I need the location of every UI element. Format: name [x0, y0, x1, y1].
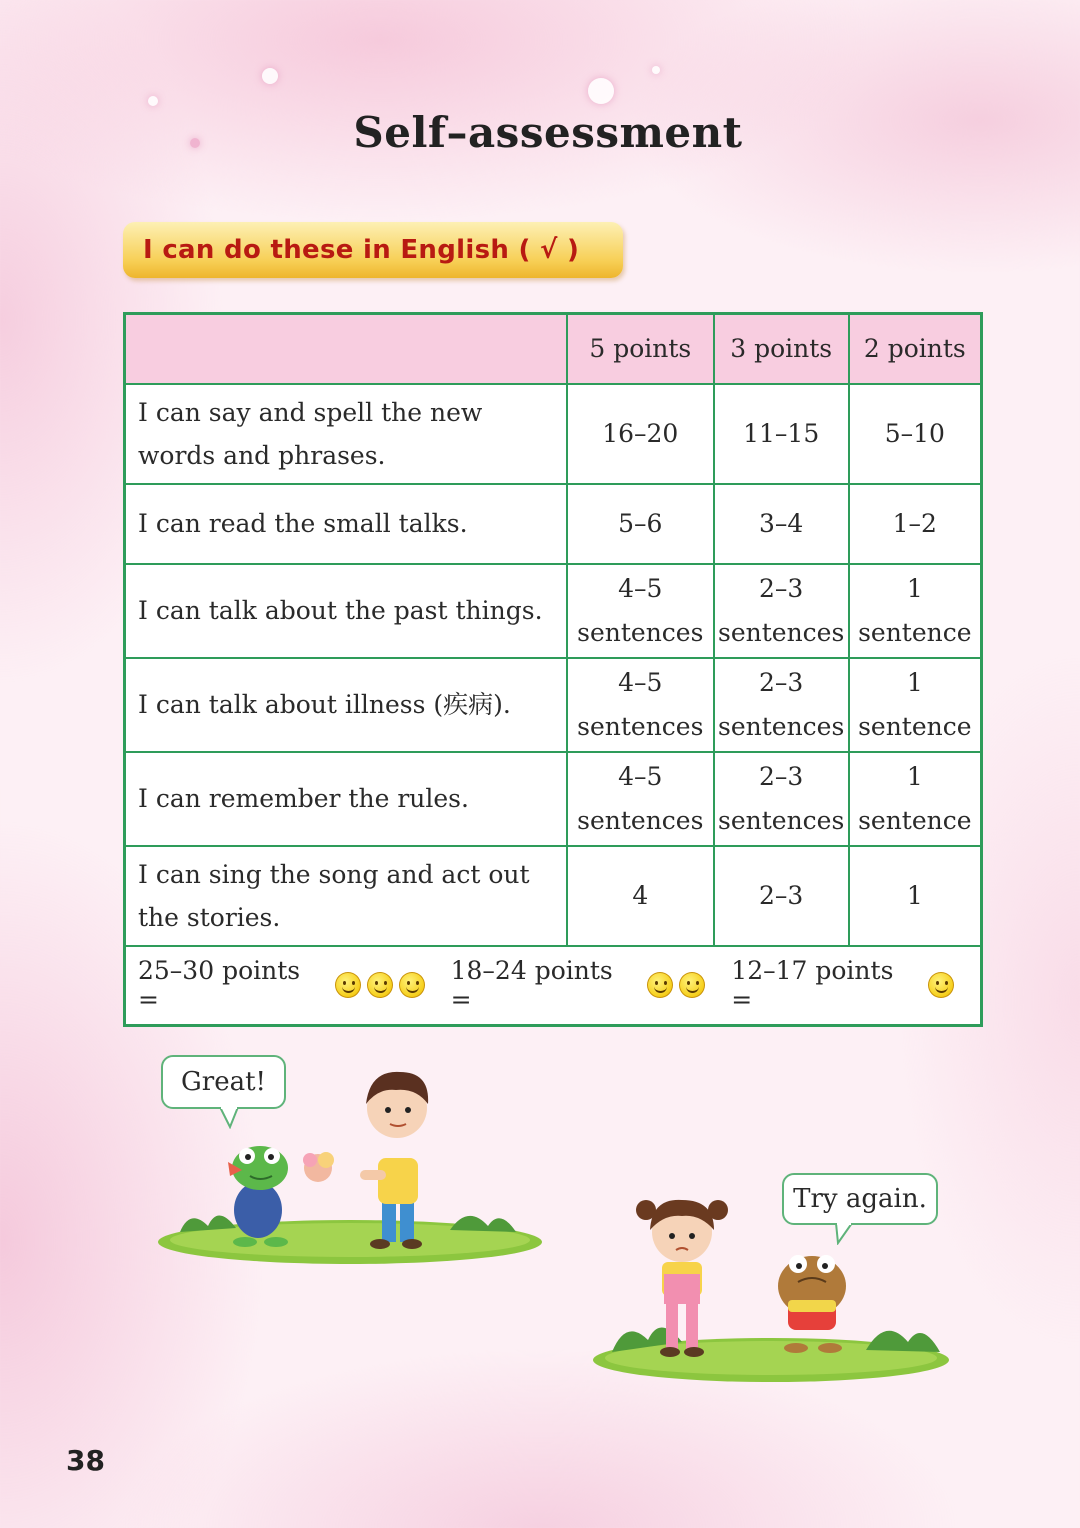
page-title: Self–assessment: [353, 108, 743, 157]
points-5-cell: 5–6: [567, 484, 714, 564]
speech-tail-icon: [832, 1223, 858, 1245]
points-5-cell: 4–5 sentences: [567, 564, 714, 658]
skill-cell: I can remember the rules.: [125, 752, 567, 846]
boy-head-illustration: [352, 1064, 442, 1144]
points-5-cell: 4–5 sentences: [567, 752, 714, 846]
points-2-cell: 5–10: [849, 384, 982, 484]
frog-and-boy-illustration: [150, 1130, 550, 1280]
points-2-cell: 1: [849, 846, 982, 946]
decor-bubble: [652, 66, 660, 74]
points-3-cell: 2–3 sentences: [714, 752, 849, 846]
scale-group: [138, 956, 425, 1014]
points-3-cell: 2–3: [714, 846, 849, 946]
header-5-points: 5 points: [567, 314, 714, 384]
smiley-icon: [367, 972, 393, 998]
table-row: [125, 658, 982, 752]
points-2-cell: 1 sentence: [849, 752, 982, 846]
skill-cell: I can talk about the past things.: [125, 564, 567, 658]
speech-text-try-again: Try again.: [793, 1184, 927, 1214]
skill-cell: I can sing the song and act out the stories.: [125, 846, 567, 946]
section-banner: [123, 222, 623, 278]
points-5-cell: 4: [567, 846, 714, 946]
page-number: 38: [66, 1444, 105, 1477]
smiley-icon: [679, 972, 705, 998]
points-3-cell: 3–4: [714, 484, 849, 564]
table-row: [125, 752, 982, 846]
skill-cell: I can say and spell the new words and phrases.: [125, 384, 567, 484]
scoring-scale: [138, 956, 980, 1014]
header-2-points: 2 points: [849, 314, 982, 384]
smiley-icon: [335, 972, 361, 998]
speech-bubble-great: [161, 1055, 286, 1109]
skill-cell: I can talk about illness (疾病).: [125, 658, 567, 752]
points-2-cell: 1 sentence: [849, 658, 982, 752]
scale-label: 18–24 points =: [450, 956, 613, 1015]
self-assessment-table: [123, 312, 983, 1027]
section-banner-label: I can do these in English ( √ ): [143, 235, 580, 265]
table-row: [125, 846, 982, 946]
decor-bubble: [588, 78, 614, 104]
header-empty: [125, 314, 567, 384]
decor-bubble: [262, 68, 278, 84]
scoring-scale-row: [125, 946, 982, 1026]
table-header-row: [125, 314, 982, 384]
speech-text-great: Great!: [181, 1067, 266, 1097]
scoring-scale-cell: [125, 946, 982, 1026]
smiley-icon: [928, 972, 954, 998]
points-3-cell: 2–3 sentences: [714, 564, 849, 658]
skill-cell: I can read the small talks.: [125, 484, 567, 564]
scale-label: 12–17 points =: [731, 956, 894, 1015]
points-2-cell: 1 sentence: [849, 564, 982, 658]
header-3-points: 3 points: [714, 314, 849, 384]
speech-bubble-try-again: [782, 1173, 938, 1225]
points-5-cell: 4–5 sentences: [567, 658, 714, 752]
scale-group: [731, 956, 954, 1014]
scale-label: 25–30 points =: [138, 956, 301, 1015]
smiley-icon: [399, 972, 425, 998]
points-5-cell: 16–20: [567, 384, 714, 484]
table-row: [125, 484, 982, 564]
points-3-cell: 2–3 sentences: [714, 658, 849, 752]
points-3-cell: 11–15: [714, 384, 849, 484]
decor-bubble: [148, 96, 158, 106]
speech-tail-icon: [218, 1107, 244, 1129]
points-2-cell: 1–2: [849, 484, 982, 564]
scale-group: [451, 956, 706, 1014]
table-row: [125, 384, 982, 484]
table-row: [125, 564, 982, 658]
smiley-icon: [647, 972, 673, 998]
